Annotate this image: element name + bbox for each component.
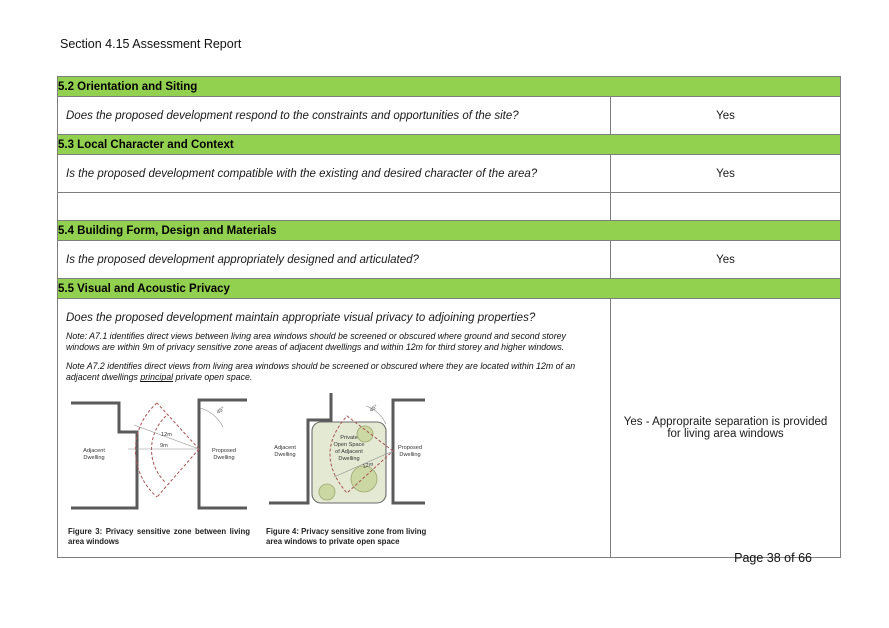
proposed-dwelling-wall xyxy=(199,400,247,508)
svg-text:of Adjacent: of Adjacent xyxy=(335,449,363,456)
privacy-zone-inner-arc xyxy=(152,416,166,483)
proposed-dwelling-label: Proposed xyxy=(398,445,422,452)
figure-4-caption: Figure 4: Privacy sensitive zone from living area windows to private open space xyxy=(266,527,427,547)
figures-container xyxy=(68,391,602,547)
adjacent-dwelling-label: Adjacent xyxy=(274,445,296,452)
adjacent-dwelling-label: Adjacent xyxy=(83,448,105,455)
empty-cell xyxy=(611,193,841,221)
svg-text:Dwelling: Dwelling xyxy=(399,452,421,459)
section-title: 5.2 Orientation and Siting xyxy=(58,77,841,97)
svg-text:Dwelling: Dwelling xyxy=(213,455,235,462)
table-row xyxy=(58,155,841,193)
section-row-5-4 xyxy=(58,221,841,241)
section-title: 5.4 Building Form, Design and Materials xyxy=(58,221,841,241)
figure-3-diagram-image xyxy=(68,391,250,518)
question-text: Is the proposed development compatible with the existing and desired character of the area? xyxy=(58,155,611,193)
figure-4 xyxy=(266,391,428,547)
open-space-label: Private xyxy=(340,435,358,442)
answer-text: Yes xyxy=(611,97,841,135)
table-row xyxy=(58,241,841,279)
tree xyxy=(319,484,335,500)
svg-text:Dwelling: Dwelling xyxy=(338,456,360,463)
page-number: Page 38 of 66 xyxy=(734,551,812,565)
empty-row xyxy=(58,193,841,221)
privacy-detail-cell xyxy=(58,299,611,558)
dim-12m-label: 12m xyxy=(362,461,375,471)
empty-cell xyxy=(58,193,611,221)
answer-text: Yes xyxy=(611,155,841,193)
figure-4-diagram-image xyxy=(266,391,428,518)
question-text: Is the proposed development appropriately designed and articulated? xyxy=(58,241,611,279)
underlined-word: principal xyxy=(140,372,174,383)
assessment-table xyxy=(57,76,841,558)
figure-3 xyxy=(68,391,250,547)
tree xyxy=(357,426,373,442)
section-row-5-5 xyxy=(58,279,841,299)
angle-label: 45° xyxy=(368,404,379,414)
dim-9m-label: 9m xyxy=(160,443,168,450)
figure-3-caption: Figure 3: Privacy sensitive zone between living area windows xyxy=(68,527,250,547)
question-text: Does the proposed development maintain appropriate visual privacy to adjoining properties? xyxy=(66,311,536,324)
table-row xyxy=(58,97,841,135)
section-row-5-3 xyxy=(58,135,841,155)
privacy-detail-row xyxy=(58,299,841,558)
svg-text:Dwelling: Dwelling xyxy=(83,455,105,462)
answer-text: Yes - Appropraite separation is provided for living area windows xyxy=(611,299,841,558)
tree xyxy=(351,466,377,492)
angle-label: 45° xyxy=(215,406,226,416)
svg-text:Dwelling: Dwelling xyxy=(274,452,296,459)
section-row-5-2 xyxy=(58,77,841,97)
question-text: Does the proposed development respond to the constraints and opportunities of the site? xyxy=(58,97,611,135)
note-a7-2: Note A7.2 identifies direct views from living area windows should be screened or obscured where they are located within 12m of an adjacent dwellings principal private open space. xyxy=(66,360,576,383)
answer-text: Yes xyxy=(611,241,841,279)
page-title: Section 4.15 Assessment Report xyxy=(60,37,242,51)
section-title: 5.5 Visual and Acoustic Privacy xyxy=(58,279,841,299)
dim-12m-label: 12m xyxy=(161,432,172,439)
proposed-dwelling-label: Proposed xyxy=(212,448,236,455)
privacy-zone-outer-arc xyxy=(135,403,157,497)
section-title: 5.3 Local Character and Context xyxy=(58,135,841,155)
note-a7-1: Note: A7.1 identifies direct views between living area windows should be screened or obscured where ground and second storey windows are within 9m of privacy sensitive zone areas of adjacent dwellings and within 12m for third storey and higher windows. xyxy=(66,330,566,353)
svg-text:Open Space: Open Space xyxy=(333,442,365,449)
